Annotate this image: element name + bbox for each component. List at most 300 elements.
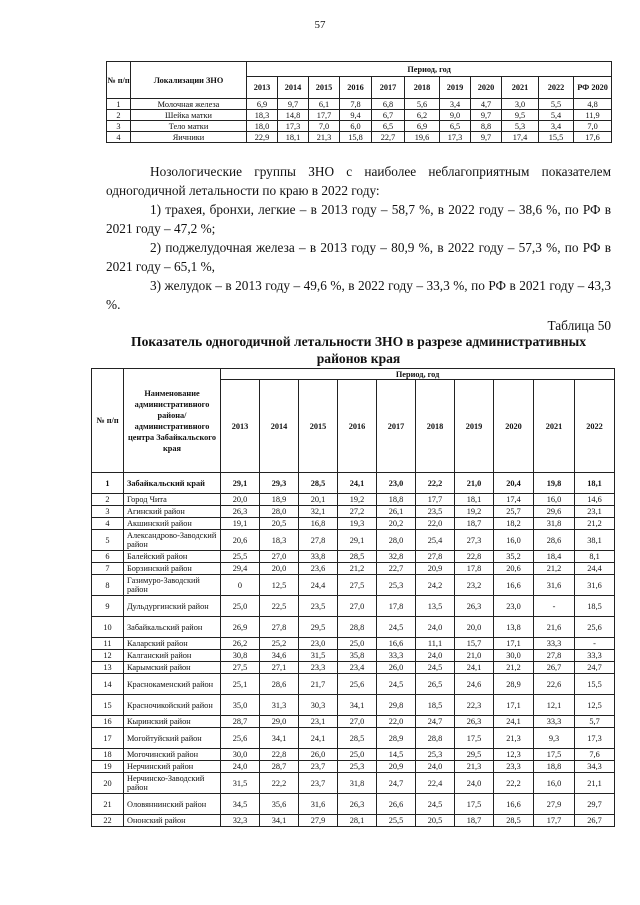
col-localization-header: Локализации ЗНО — [131, 62, 247, 99]
value-cell: 23,7 — [299, 773, 338, 794]
value-cell: 22,0 — [377, 716, 416, 728]
value-cell: 26,9 — [221, 617, 260, 638]
row-number: 5 — [92, 530, 124, 551]
row-number: 8 — [92, 575, 124, 596]
value-cell: 22,2 — [260, 773, 299, 794]
table-row — [92, 728, 615, 749]
value-cell: 26,3 — [221, 506, 260, 518]
value-cell: 29,3 — [260, 473, 299, 494]
table-row — [92, 473, 615, 494]
value-cell: 23,3 — [299, 662, 338, 674]
value-cell: 25,5 — [377, 815, 416, 827]
table-row — [92, 530, 615, 551]
value-cell: 28,1 — [338, 815, 377, 827]
value-cell: 22,8 — [455, 551, 494, 563]
value-cell: 25,6 — [338, 674, 377, 695]
value-cell: 23,7 — [299, 761, 338, 773]
value-cell: 31,6 — [575, 575, 615, 596]
value-cell: 4,8 — [574, 99, 612, 110]
value-cell: 24,1 — [338, 473, 377, 494]
value-cell: 24,0 — [416, 650, 455, 662]
value-cell: 26,3 — [455, 716, 494, 728]
value-cell: 32,1 — [299, 506, 338, 518]
value-cell: 27,8 — [416, 551, 455, 563]
value-cell: 23,0 — [377, 473, 416, 494]
table-row — [92, 695, 615, 716]
value-cell: 6,0 — [340, 121, 372, 132]
value-cell: 31,8 — [534, 518, 575, 530]
value-cell: 20,6 — [494, 563, 534, 575]
value-cell: 26,0 — [299, 749, 338, 761]
value-cell: 22,9 — [247, 132, 278, 143]
value-cell: 26,0 — [377, 662, 416, 674]
value-cell: 28,5 — [338, 728, 377, 749]
value-cell: 24,0 — [416, 617, 455, 638]
year-header: 2013 — [247, 77, 278, 99]
value-cell: 28,7 — [221, 716, 260, 728]
value-cell: 23,4 — [338, 662, 377, 674]
value-cell: 34,5 — [221, 794, 260, 815]
row-number: 7 — [92, 563, 124, 575]
value-cell: 26,2 — [221, 638, 260, 650]
value-cell: 17,1 — [494, 638, 534, 650]
table-row — [92, 506, 615, 518]
value-cell: 21,2 — [534, 563, 575, 575]
value-cell: 31,3 — [260, 695, 299, 716]
district-name: Агинский район — [124, 506, 221, 518]
value-cell: 28,6 — [260, 674, 299, 695]
value-cell: 24,1 — [299, 728, 338, 749]
district-name: Нерчинско-Заводский район — [124, 773, 221, 794]
value-cell: 20,9 — [416, 563, 455, 575]
value-cell: 21,6 — [534, 617, 575, 638]
value-cell: 9,4 — [340, 110, 372, 121]
localization-name: Шейка матки — [131, 110, 247, 121]
value-cell: 23,0 — [299, 638, 338, 650]
value-cell: 6,5 — [440, 121, 471, 132]
value-cell: 18,1 — [575, 473, 615, 494]
value-cell: 6,1 — [309, 99, 340, 110]
value-cell: 20,9 — [377, 761, 416, 773]
value-cell: 24,2 — [416, 575, 455, 596]
value-cell: 16,6 — [494, 794, 534, 815]
value-cell: 35,2 — [494, 551, 534, 563]
value-cell: 31,6 — [299, 794, 338, 815]
value-cell: 24,7 — [416, 716, 455, 728]
table-row — [107, 99, 612, 110]
value-cell: 33,8 — [299, 551, 338, 563]
year-header: 2020 — [494, 380, 534, 473]
value-cell: 12,5 — [575, 695, 615, 716]
table-row — [92, 638, 615, 650]
value-cell: 30,3 — [299, 695, 338, 716]
localization-name: Молочная железа — [131, 99, 247, 110]
row-number: 17 — [92, 728, 124, 749]
value-cell: 3,4 — [539, 121, 574, 132]
row-number: 2 — [107, 110, 131, 121]
district-name: Балейский район — [124, 551, 221, 563]
row-number: 1 — [107, 99, 131, 110]
value-cell: 29,0 — [260, 716, 299, 728]
value-cell: 27,8 — [299, 530, 338, 551]
value-cell: 21,7 — [299, 674, 338, 695]
district-name: Александрово-Заводский район — [124, 530, 221, 551]
year-header: 2016 — [338, 380, 377, 473]
districts-table — [91, 368, 615, 827]
table-row — [92, 749, 615, 761]
table-row — [92, 773, 615, 794]
value-cell: 18,4 — [534, 551, 575, 563]
value-cell: 28,7 — [260, 761, 299, 773]
value-cell: 34,1 — [260, 728, 299, 749]
value-cell: 27,8 — [260, 617, 299, 638]
value-cell: 20,6 — [221, 530, 260, 551]
value-cell: 18,0 — [247, 121, 278, 132]
value-cell: 24,7 — [575, 662, 615, 674]
value-cell: 27,9 — [299, 815, 338, 827]
value-cell: 20,5 — [416, 815, 455, 827]
district-name: Борзинский район — [124, 563, 221, 575]
localization-name: Тело матки — [131, 121, 247, 132]
col-number-header: № п/п — [92, 369, 124, 473]
value-cell: 26,7 — [575, 815, 615, 827]
year-header: 2015 — [309, 77, 340, 99]
table-row — [92, 761, 615, 773]
value-cell: 29,1 — [221, 473, 260, 494]
year-header: 2022 — [575, 380, 615, 473]
value-cell: 18,7 — [455, 815, 494, 827]
value-cell: 29,4 — [221, 563, 260, 575]
district-name: Могочинский район — [124, 749, 221, 761]
value-cell: 20,5 — [260, 518, 299, 530]
value-cell: 9,5 — [502, 110, 539, 121]
value-cell: 33,3 — [534, 716, 575, 728]
value-cell: 23,1 — [575, 506, 615, 518]
value-cell: 23,2 — [455, 575, 494, 596]
row-number: 9 — [92, 596, 124, 617]
value-cell: 20,2 — [377, 518, 416, 530]
value-cell: 29,6 — [534, 506, 575, 518]
period-header: Период, год — [247, 62, 612, 77]
table-row — [92, 662, 615, 674]
item-stomach: 3) желудок – в 2013 году – 49,6 %, в 2022 году – 33,3 %, по РФ в 2021 году – 43,3 %. — [106, 278, 611, 312]
value-cell: 26,6 — [377, 794, 416, 815]
value-cell: 23,5 — [416, 506, 455, 518]
value-cell: 18,5 — [416, 695, 455, 716]
value-cell: 20,0 — [260, 563, 299, 575]
value-cell: 18,8 — [534, 761, 575, 773]
year-header: 2014 — [260, 380, 299, 473]
value-cell: 18,8 — [377, 494, 416, 506]
value-cell: 27,2 — [338, 506, 377, 518]
value-cell: 24,1 — [455, 662, 494, 674]
value-cell: 25,6 — [221, 728, 260, 749]
table-row — [92, 575, 615, 596]
value-cell: 31,5 — [221, 773, 260, 794]
table-row — [107, 132, 612, 143]
value-cell: 23,6 — [299, 563, 338, 575]
value-cell: 24,0 — [416, 761, 455, 773]
table-row — [92, 716, 615, 728]
value-cell: 19,1 — [221, 518, 260, 530]
value-cell: 23,3 — [494, 761, 534, 773]
row-number: 14 — [92, 674, 124, 695]
value-cell: 34,3 — [575, 761, 615, 773]
page-number: 57 — [314, 19, 326, 31]
value-cell: 24,4 — [575, 563, 615, 575]
value-cell: 17,4 — [494, 494, 534, 506]
value-cell: 28,6 — [534, 530, 575, 551]
value-cell: 23,5 — [299, 596, 338, 617]
value-cell: 27,5 — [338, 575, 377, 596]
row-number: 21 — [92, 794, 124, 815]
row-number: 3 — [92, 506, 124, 518]
value-cell: 27,9 — [534, 794, 575, 815]
value-cell: 35,6 — [260, 794, 299, 815]
value-cell: 24,4 — [299, 575, 338, 596]
value-cell: 25,0 — [338, 749, 377, 761]
value-cell: 7,0 — [309, 121, 340, 132]
value-cell: 19,2 — [455, 506, 494, 518]
value-cell: 21,3 — [455, 761, 494, 773]
value-cell: 21,2 — [494, 662, 534, 674]
year-header: 2019 — [455, 380, 494, 473]
value-cell: 17,7 — [534, 815, 575, 827]
year-header: 2013 — [221, 380, 260, 473]
value-cell: 19,8 — [534, 473, 575, 494]
value-cell: 17,5 — [534, 749, 575, 761]
value-cell: 16,8 — [299, 518, 338, 530]
value-cell: 5,3 — [502, 121, 539, 132]
row-number: 3 — [107, 121, 131, 132]
value-cell: 6,9 — [405, 121, 440, 132]
value-cell: 9,7 — [278, 99, 309, 110]
value-cell: 17,7 — [416, 494, 455, 506]
value-cell: 27,1 — [260, 662, 299, 674]
value-cell: 22,2 — [494, 773, 534, 794]
year-header: 2018 — [405, 77, 440, 99]
col-district-header: Наименование административного района/ административного центра Забайкальского края — [124, 369, 221, 473]
district-name: Дульдургинский район — [124, 596, 221, 617]
value-cell: 25,0 — [221, 596, 260, 617]
row-number: 6 — [92, 551, 124, 563]
value-cell: 21,2 — [575, 518, 615, 530]
value-cell: 26,1 — [377, 506, 416, 518]
value-cell: 22,4 — [416, 773, 455, 794]
district-name: Город Чита — [124, 494, 221, 506]
year-header: 2021 — [534, 380, 575, 473]
value-cell: 22,5 — [260, 596, 299, 617]
value-cell: 16,0 — [534, 494, 575, 506]
value-cell: 25,2 — [260, 638, 299, 650]
value-cell: 0 — [221, 575, 260, 596]
value-cell: 15,7 — [455, 638, 494, 650]
table-row — [107, 121, 612, 132]
value-cell: 27,5 — [221, 662, 260, 674]
row-number: 4 — [107, 132, 131, 143]
row-number: 19 — [92, 761, 124, 773]
row-number: 15 — [92, 695, 124, 716]
value-cell: 30,0 — [221, 749, 260, 761]
value-cell: 25,0 — [338, 638, 377, 650]
value-cell: 16,6 — [377, 638, 416, 650]
district-name: Ононский район — [124, 815, 221, 827]
value-cell: 34,1 — [338, 695, 377, 716]
value-cell: 24,0 — [455, 773, 494, 794]
year-header: 2020 — [471, 77, 502, 99]
value-cell: - — [575, 638, 615, 650]
row-number: 20 — [92, 773, 124, 794]
year-header: 2022 — [539, 77, 574, 99]
value-cell: 25,3 — [377, 575, 416, 596]
value-cell: 24,5 — [416, 662, 455, 674]
district-name: Краснокаменский район — [124, 674, 221, 695]
row-number: 10 — [92, 617, 124, 638]
value-cell: 15,8 — [340, 132, 372, 143]
value-cell: 16,0 — [494, 530, 534, 551]
value-cell: 17,8 — [377, 596, 416, 617]
value-cell: 29,8 — [377, 695, 416, 716]
table-row — [92, 815, 615, 827]
value-cell: 28,8 — [416, 728, 455, 749]
value-cell: 17,7 — [309, 110, 340, 121]
value-cell: 31,5 — [299, 650, 338, 662]
district-name: Нерчинский район — [124, 761, 221, 773]
district-name: Оловяннинский район — [124, 794, 221, 815]
value-cell: 33,3 — [377, 650, 416, 662]
year-header: 2018 — [416, 380, 455, 473]
district-name: Газимуро-Заводский район — [124, 575, 221, 596]
value-cell: 22,2 — [416, 473, 455, 494]
value-cell: 5,5 — [539, 99, 574, 110]
district-name: Красночикойский район — [124, 695, 221, 716]
district-name: Кыринский район — [124, 716, 221, 728]
value-cell: 17,8 — [455, 563, 494, 575]
value-cell: 17,3 — [440, 132, 471, 143]
value-cell: 21,3 — [494, 728, 534, 749]
table-label: Таблица 50 — [547, 318, 611, 333]
localization-name: Яичники — [131, 132, 247, 143]
value-cell: 13,5 — [416, 596, 455, 617]
value-cell: 22,0 — [416, 518, 455, 530]
value-cell: 27,8 — [534, 650, 575, 662]
year-header: 2016 — [340, 77, 372, 99]
period-header: Период, год — [221, 369, 615, 380]
value-cell: 9,0 — [440, 110, 471, 121]
value-cell: 7,0 — [574, 121, 612, 132]
table-row — [92, 518, 615, 530]
value-cell: 14,8 — [278, 110, 309, 121]
value-cell: 35,8 — [338, 650, 377, 662]
value-cell: 15,5 — [575, 674, 615, 695]
value-cell: 28,0 — [260, 506, 299, 518]
value-cell: 6,9 — [247, 99, 278, 110]
value-cell: 13,8 — [494, 617, 534, 638]
value-cell: 22,7 — [377, 563, 416, 575]
item-pancreas: 2) поджелудочная железа – в 2013 году – 80,9 %, в 2022 году – 57,3 %, по РФ в 2021 году – 65,1 %, — [106, 240, 611, 274]
value-cell: 23,0 — [494, 596, 534, 617]
value-cell: 9,7 — [471, 110, 502, 121]
table-row — [92, 650, 615, 662]
value-cell: 12,3 — [494, 749, 534, 761]
value-cell: 25,5 — [221, 551, 260, 563]
value-cell: 12,1 — [534, 695, 575, 716]
value-cell: 3,4 — [440, 99, 471, 110]
table-title: Показатель одногодичной летальности ЗНО в разрезе административных районов края — [131, 334, 586, 366]
value-cell: 18,5 — [575, 596, 615, 617]
year-header: 2019 — [440, 77, 471, 99]
value-cell: 29,5 — [299, 617, 338, 638]
value-cell: 17,6 — [574, 132, 612, 143]
value-cell: 27,3 — [455, 530, 494, 551]
value-cell: 38,1 — [575, 530, 615, 551]
value-cell: 21,2 — [338, 563, 377, 575]
row-number: 22 — [92, 815, 124, 827]
value-cell: 27,0 — [338, 716, 377, 728]
year-header: 2017 — [372, 77, 405, 99]
value-cell: 28,5 — [338, 551, 377, 563]
value-cell: 8,8 — [471, 121, 502, 132]
value-cell: 31,8 — [338, 773, 377, 794]
table-row — [92, 617, 615, 638]
value-cell: 18,3 — [247, 110, 278, 121]
value-cell: 22,3 — [455, 695, 494, 716]
year-header: РФ 2020 — [574, 77, 612, 99]
value-cell: 31,6 — [534, 575, 575, 596]
value-cell: 5,4 — [539, 110, 574, 121]
value-cell: 24,6 — [455, 674, 494, 695]
row-number: 16 — [92, 716, 124, 728]
value-cell: 28,5 — [299, 473, 338, 494]
row-number: 18 — [92, 749, 124, 761]
value-cell: 27,0 — [260, 551, 299, 563]
value-cell: 12,5 — [260, 575, 299, 596]
value-cell: 32,8 — [377, 551, 416, 563]
district-name: Карымский район — [124, 662, 221, 674]
value-cell: 29,7 — [575, 794, 615, 815]
value-cell: 25,1 — [221, 674, 260, 695]
value-cell: 25,6 — [575, 617, 615, 638]
row-number: 4 — [92, 518, 124, 530]
value-cell: 28,8 — [338, 617, 377, 638]
value-cell: 22,6 — [534, 674, 575, 695]
value-cell: 18,3 — [260, 530, 299, 551]
value-cell: 16,6 — [494, 575, 534, 596]
value-cell: 5,7 — [575, 716, 615, 728]
value-cell: 33,3 — [575, 650, 615, 662]
value-cell: 24,0 — [221, 761, 260, 773]
value-cell: 17,3 — [278, 121, 309, 132]
year-header: 2021 — [502, 77, 539, 99]
table-row — [107, 110, 612, 121]
table-row — [92, 674, 615, 695]
value-cell: 30,8 — [221, 650, 260, 662]
value-cell: 25,4 — [416, 530, 455, 551]
table-row — [92, 563, 615, 575]
value-cell: 17,5 — [455, 728, 494, 749]
localization-table — [106, 61, 612, 143]
table-row — [92, 494, 615, 506]
value-cell: 26,3 — [455, 596, 494, 617]
value-cell: 28,9 — [494, 674, 534, 695]
value-cell: 21,3 — [309, 132, 340, 143]
district-name: Забайкальский район — [124, 617, 221, 638]
item-lungs: 1) трахея, бронхи, легкие – в 2013 году – 58,7 %, в 2022 году – 38,6 %, по РФ в 2021 году – 47,2 %; — [106, 202, 611, 236]
table-row — [92, 794, 615, 815]
value-cell: 5,6 — [405, 99, 440, 110]
value-cell: 21,0 — [455, 650, 494, 662]
value-cell: 18,1 — [455, 494, 494, 506]
